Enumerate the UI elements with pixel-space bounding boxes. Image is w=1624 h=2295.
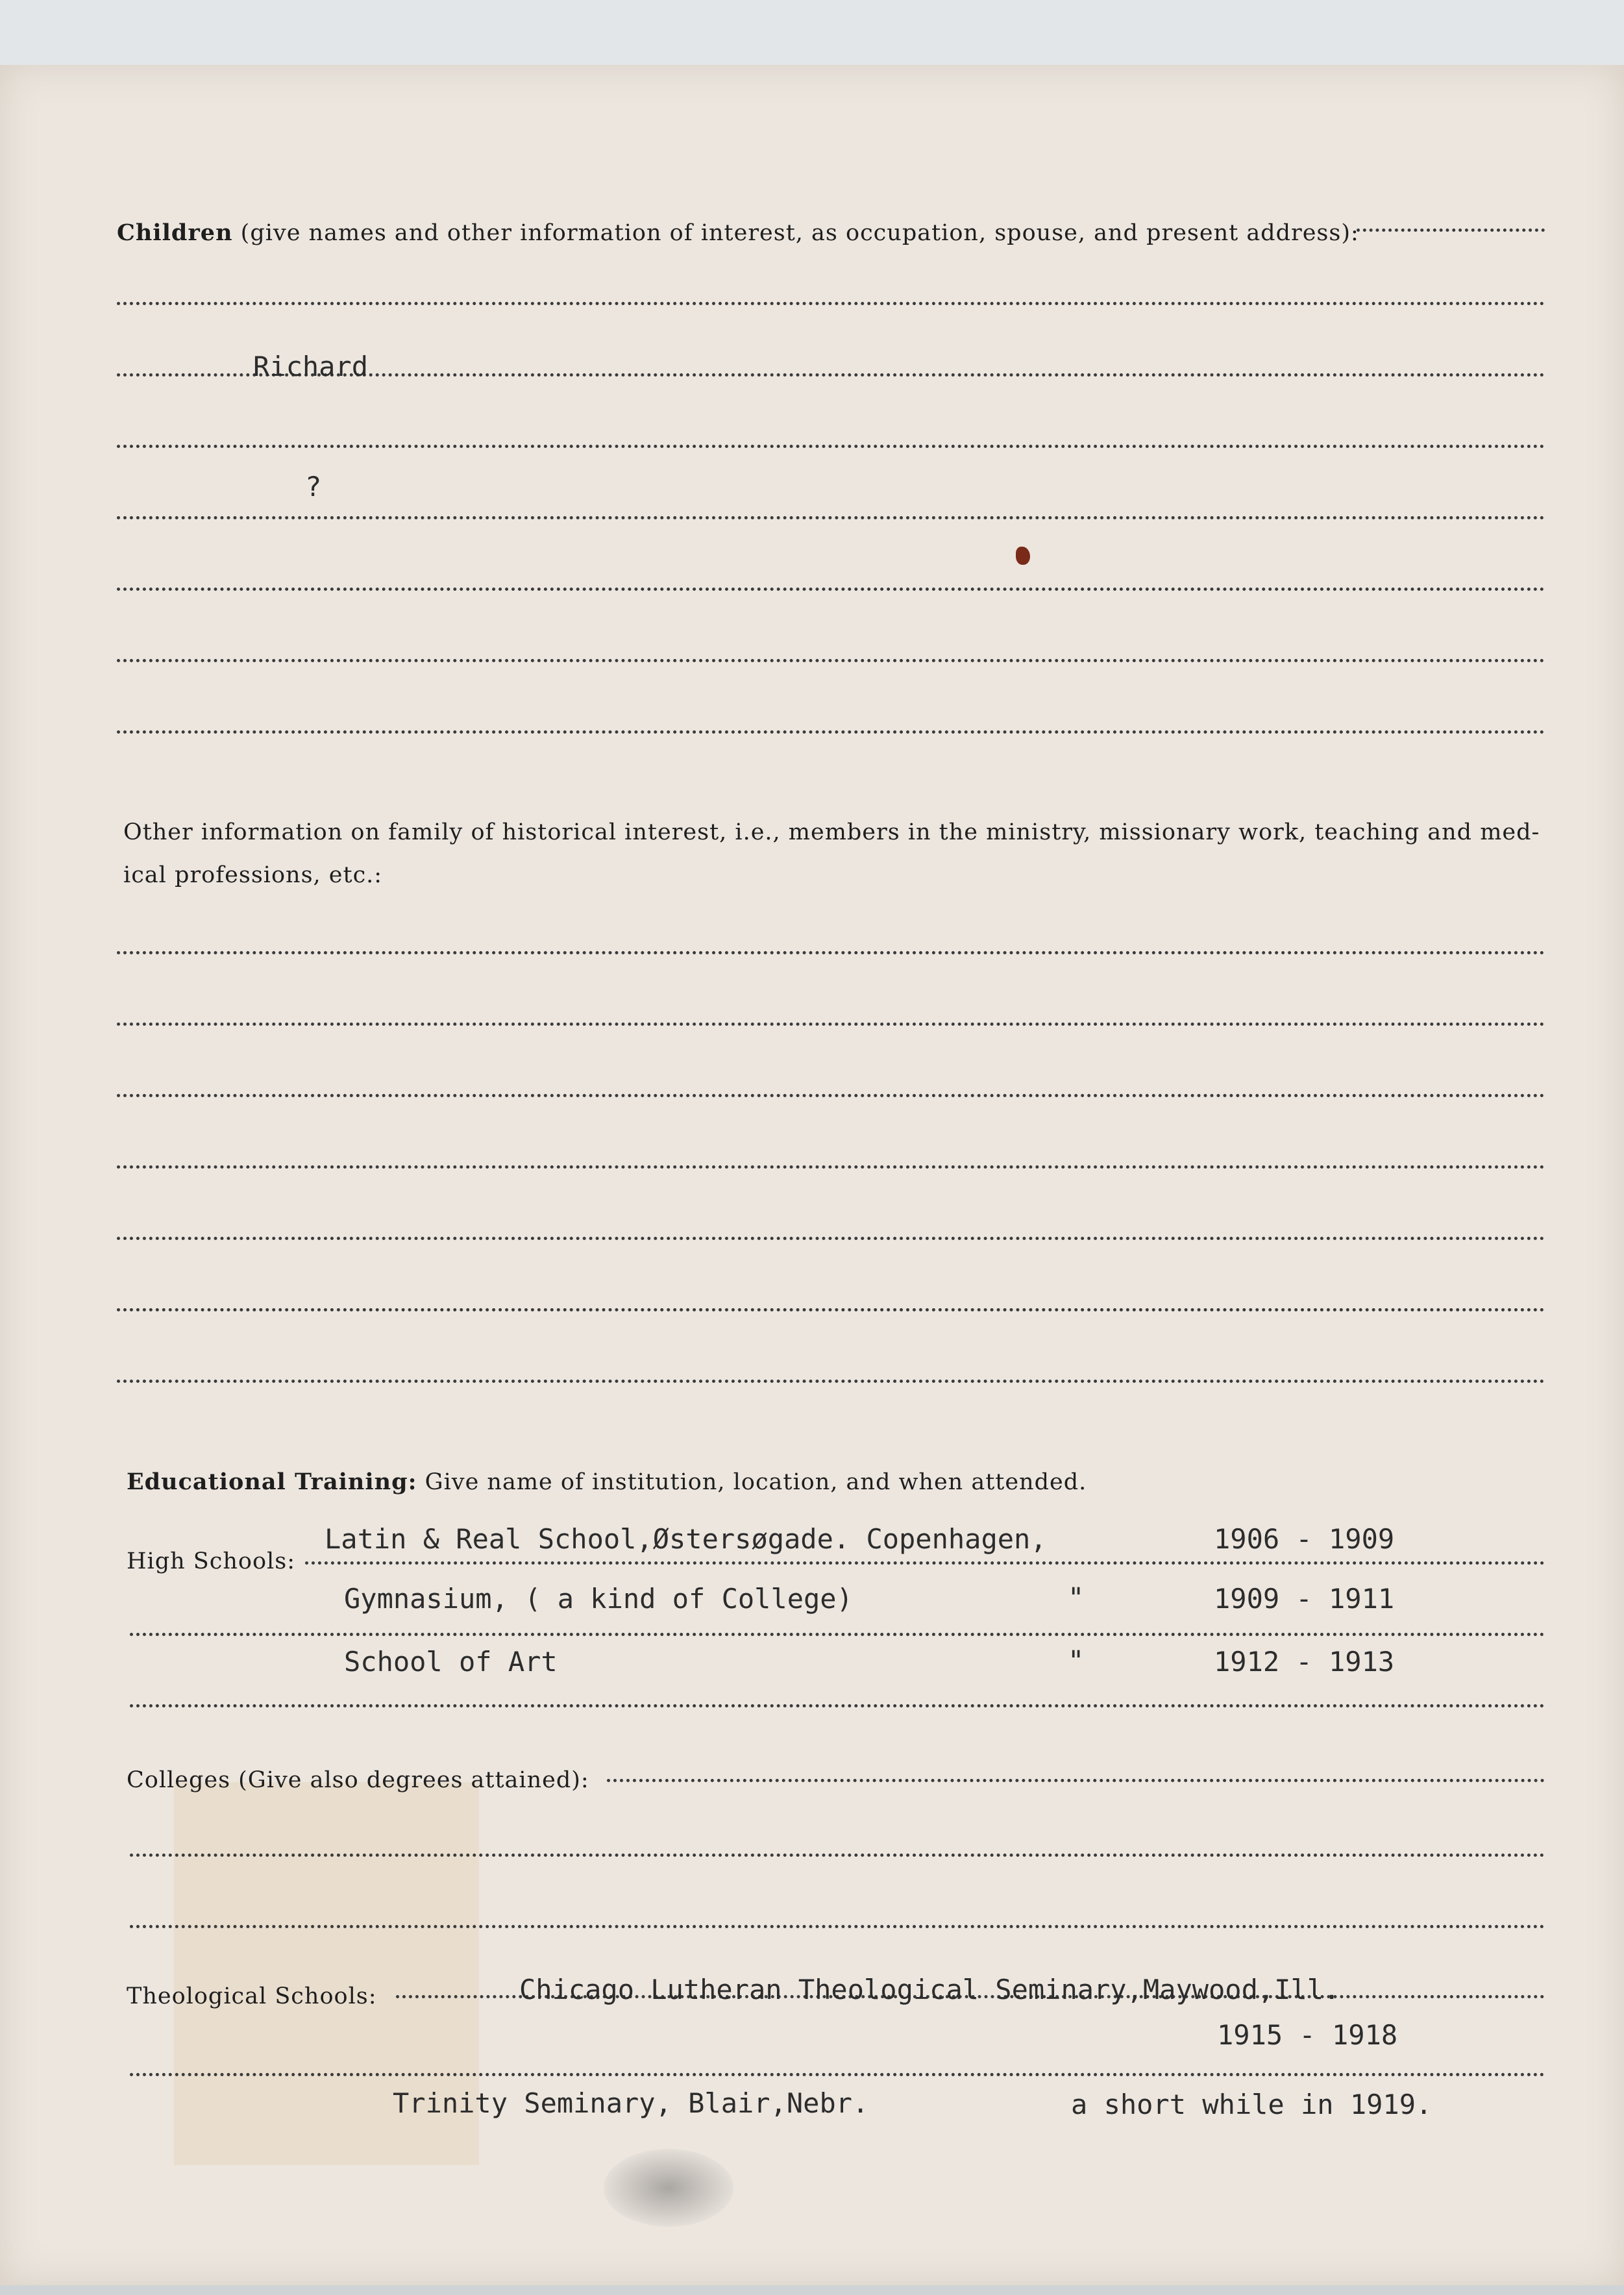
high-school-1-name: Latin & Real School,Østersøgade. Copenhagen,	[325, 1523, 1047, 1555]
high-school-2-years: 1909 - 1911	[1214, 1583, 1395, 1615]
high-school-2-name: Gymnasium, ( a kind of College)	[344, 1583, 853, 1615]
fill-line[interactable]	[607, 1779, 1545, 1782]
education-prompt: Give name of institution, location, and when attended.	[424, 1469, 1087, 1495]
fill-line[interactable]	[117, 1308, 1545, 1311]
fill-line[interactable]	[1357, 229, 1545, 232]
fill-line[interactable]	[117, 302, 1545, 305]
child-entry: Richard	[253, 351, 369, 382]
theological-schools-label: Theological Schools:	[127, 1983, 377, 2009]
ditto-mark: "	[1068, 1582, 1085, 1613]
fill-line[interactable]	[117, 1023, 1545, 1026]
high-school-1-years: 1906 - 1909	[1214, 1523, 1395, 1555]
education-label: Educational Training:	[127, 1469, 417, 1495]
theological-school-2: Trinity Seminary, Blair,Nebr.	[393, 2087, 869, 2119]
theological-school-2-note: a short while in 1919.	[1071, 2089, 1433, 2120]
ditto-mark: "	[1068, 1644, 1085, 1676]
fill-line[interactable]	[117, 1237, 1545, 1240]
fill-line[interactable]	[130, 1704, 1545, 1707]
children-heading	[117, 219, 1359, 246]
children-prompt: (give names and other information of interest, as occupation, spouse, and present address):	[240, 220, 1359, 246]
fill-line[interactable]	[305, 1561, 1545, 1565]
fill-line[interactable]	[130, 1925, 1545, 1928]
fill-line[interactable]	[130, 1633, 1545, 1636]
theological-school-1-years: 1915 - 1918	[1217, 2019, 1398, 2051]
fill-line[interactable]	[130, 2073, 1545, 2076]
fill-line[interactable]	[117, 445, 1545, 448]
fill-line[interactable]	[117, 1165, 1545, 1169]
fill-line[interactable]	[130, 1854, 1545, 1857]
high-school-3-years: 1912 - 1913	[1214, 1646, 1395, 1678]
high-schools-label: High Schools:	[127, 1548, 295, 1574]
high-school-3-name: School of Art	[344, 1646, 558, 1678]
fill-line[interactable]	[117, 588, 1545, 591]
child-entry-unknown: ?	[305, 471, 322, 502]
fingerprint-smudge	[604, 2149, 733, 2227]
fill-line[interactable]	[117, 951, 1545, 954]
fill-line[interactable]	[117, 516, 1545, 519]
fill-line[interactable]	[117, 730, 1545, 734]
fill-line[interactable]	[117, 659, 1545, 662]
education-heading	[127, 1469, 1087, 1495]
theological-school-1: Chicago Lutheran Theological Seminary,Maywood,Ill.	[519, 1974, 1340, 2005]
scan-background	[0, 0, 1624, 65]
colleges-label: Colleges (Give also degrees attained):	[127, 1767, 589, 1793]
ink-spot	[1016, 547, 1030, 565]
other-info-prompt: Other information on family of historical interest, i.e., members in the ministry, missionary work, teaching and med-	[123, 819, 1540, 845]
fill-line[interactable]	[117, 1380, 1545, 1383]
other-info-prompt-continued: ical professions, etc.:	[123, 862, 383, 888]
fill-line[interactable]	[117, 1094, 1545, 1097]
children-label: Children	[117, 219, 233, 246]
